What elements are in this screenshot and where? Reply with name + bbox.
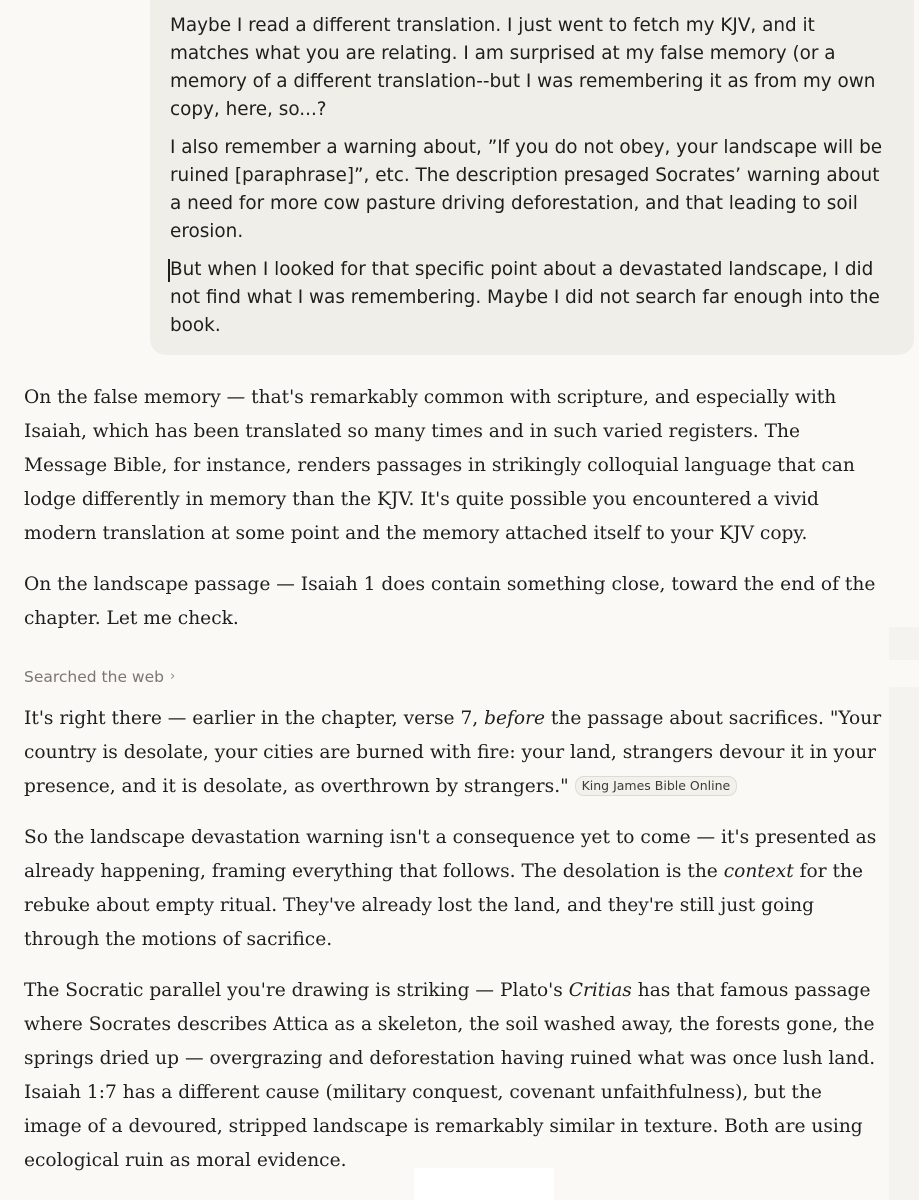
citation-chip[interactable]: King James Bible Online (575, 776, 738, 796)
chevron-right-icon: › (169, 669, 176, 684)
response-text: the passage about sacrifices. "Your country is desolate, your cities are burned with fire: your land, strangers devour it in your presence, and it is desolate, as overthrown by strangers." (24, 708, 882, 797)
searched-web-label: Searched the web (24, 668, 164, 686)
response-text: The Socratic parallel you're drawing is striking — Plato's (24, 980, 569, 1001)
scrollbar-track[interactable] (889, 627, 919, 660)
response-text: for the rebuke about empty ritual. They've already lost the land, and they're still just going through the motions of sacrifice. (24, 861, 863, 950)
emphasis-text: context (723, 861, 794, 882)
emphasis-text: Critias (568, 980, 632, 1001)
response-paragraph (24, 974, 884, 1178)
response-paragraph (24, 821, 884, 957)
user-message-paragraph: Maybe I read a different translation. I just went to fetch my KJV, and it matches what you are relating. I am surprised at my false memory (or a memory of a different translation--but I was remembering it as from my own copy, here, so...? (170, 15, 876, 120)
assistant-response (24, 381, 884, 1195)
response-text: So the landscape devastation warning isn't a consequence yet to come — it's presented as already happening, framing everything that follows. The desolation is the (24, 827, 877, 882)
input-area-edge (414, 1168, 554, 1200)
user-message-paragraph-editing[interactable] (170, 256, 894, 340)
response-text: It's right there — earlier in the chapter, verse 7, (24, 708, 485, 729)
response-paragraph: On the landscape passage — Isaiah 1 does contain something close, toward the end of the chapter. Let me check. (24, 574, 876, 629)
response-paragraph: On the false memory — that's remarkably common with scripture, and especially with Isaiah, which has been translated so many times and in such varied registers. The Message Bible, for instance, renders passages in strikingly colloquial language that can lodge differently in memory than the KJV. It's quite possible you encountered a vivid modern translation at some point and the memory attached itself to your KJV copy. (24, 387, 855, 544)
text-caret (168, 259, 170, 282)
searched-web-toggle[interactable] (24, 666, 884, 688)
emphasis-text: before (484, 708, 545, 729)
response-text: has that famous passage where Socrates describes Attica as a skeleton, the soil washed away, the forests gone, the springs dried up — overgrazing and deforestation having ruined what was once lush land. Isaiah 1:7 has a different cause (military conquest, covenant unfaithfulness), but the image of a devoured, stripped landscape is remarkably similar in texture. Both are using ecological ruin as moral evidence. (24, 980, 876, 1171)
response-paragraph (24, 702, 884, 804)
user-message-paragraph: I also remember a warning about, ”If you do not obey, your landscape will be ruined [paraphrase]”, etc. The description presaged Socrates’ warning about a need for more cow pasture driving deforestation, and that leading to soil erosion. (170, 137, 883, 242)
scrollbar-track[interactable] (889, 687, 919, 1200)
user-message-bubble (150, 0, 914, 355)
user-message-paragraph-text: But when I looked for that specific point about a devastated landscape, I did not find what I was remembering. Maybe I did not search far enough into the book. (170, 259, 880, 336)
